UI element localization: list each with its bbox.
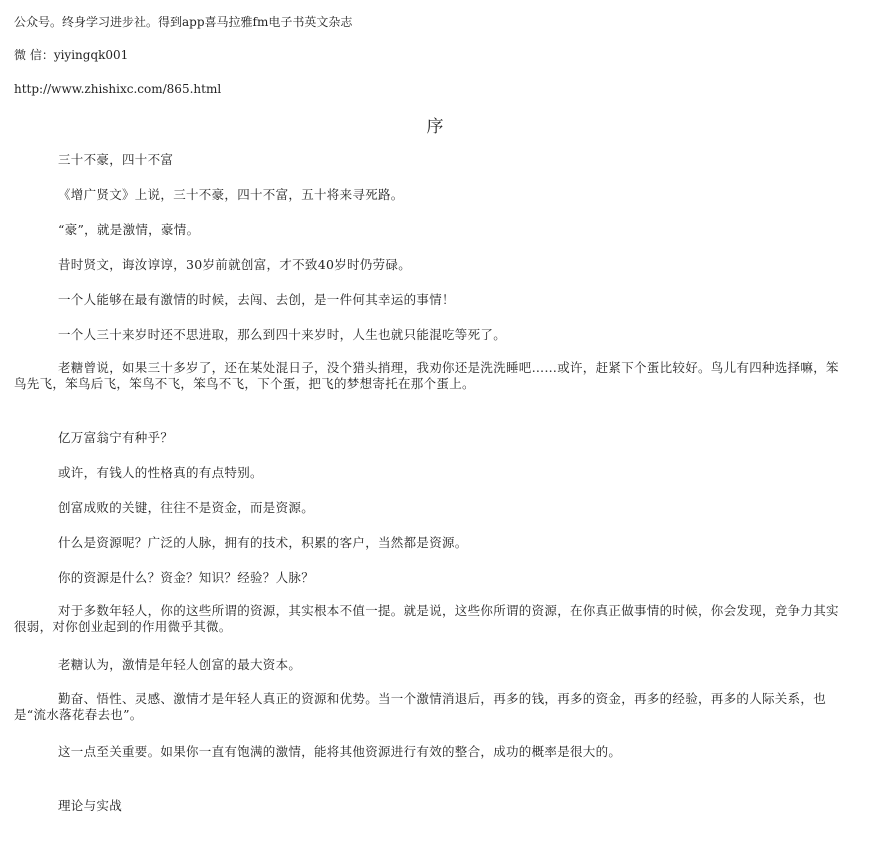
paragraph: 《增广贤文》上说，三十不豪，四十不富，五十将来寻死路。	[58, 187, 404, 202]
paragraph: 你的资源是什么？资金？知识？经验？人脉？	[58, 570, 315, 585]
paragraph: 一个人能够在最有激情的时候，去闯、去创，是一件何其幸运的事情！	[58, 292, 455, 307]
paragraph: 创富成败的关键，往往不是资金，而是资源。	[58, 500, 315, 515]
paragraph: 昔时贤文，诲汝谆谆，30岁前就创富，才不致40岁时仍劳碌。	[58, 257, 412, 272]
header-account-line: 公众号。终身学习进步社。得到app喜马拉雅fm电子书英文杂志	[14, 15, 353, 29]
paragraph: 一个人三十来岁时还不思进取，那么到四十来岁时，人生也就只能混吃等死了。	[58, 327, 507, 342]
paragraph: 三十不豪，四十不富	[58, 152, 174, 167]
paragraph: 理论与实战	[58, 798, 123, 813]
paragraph: 什么是资源呢？广泛的人脉，拥有的技术，积累的客户，当然都是资源。	[58, 535, 468, 550]
header-wechat-line: 微 信：yiyingqk001	[14, 48, 129, 62]
paragraph: 老糖认为，激情是年轻人创富的最大资本。	[58, 657, 302, 672]
paragraph: 或许，有钱人的性格真的有点特别。	[58, 465, 263, 480]
paragraph: 亿万富翁宁有种乎？	[58, 430, 174, 445]
paragraph: 对于多数年轻人，你的这些所谓的资源，其实根本不值一提。就是说，这些你所谓的资源，在你真正做事情的时候，你会发现，竞争力其实很弱，对你创业起到的作用微乎其微。	[14, 603, 839, 634]
paragraph: 这一点至关重要。如果你一直有饱满的激情，能将其他资源进行有效的整合，成功的概率是很大的。	[58, 744, 622, 759]
paragraph: 勤奋、悟性、灵感、激情才是年轻人真正的资源和优势。当一个激情消退后，再多的钱，再多的资金，再多的经验，再多的人际关系，也是“流水落花春去也”。	[14, 691, 827, 722]
paragraph: 老糖曾说，如果三十多岁了，还在某处混日子，没个猎头捎理，我劝你还是洗洗睡吧……或许，赶紧下个蛋比较好。鸟儿有四种选择嘛，笨鸟先飞，笨鸟后飞，笨鸟不飞，笨鸟不飞，下个蛋，把飞的梦想寄托在那个蛋上。	[14, 360, 839, 391]
document-title: 序	[426, 117, 444, 137]
header-url-line: http://www.zhishixc.com/865.html	[14, 82, 222, 96]
paragraph: “豪”，就是激情，豪情。	[58, 222, 200, 237]
